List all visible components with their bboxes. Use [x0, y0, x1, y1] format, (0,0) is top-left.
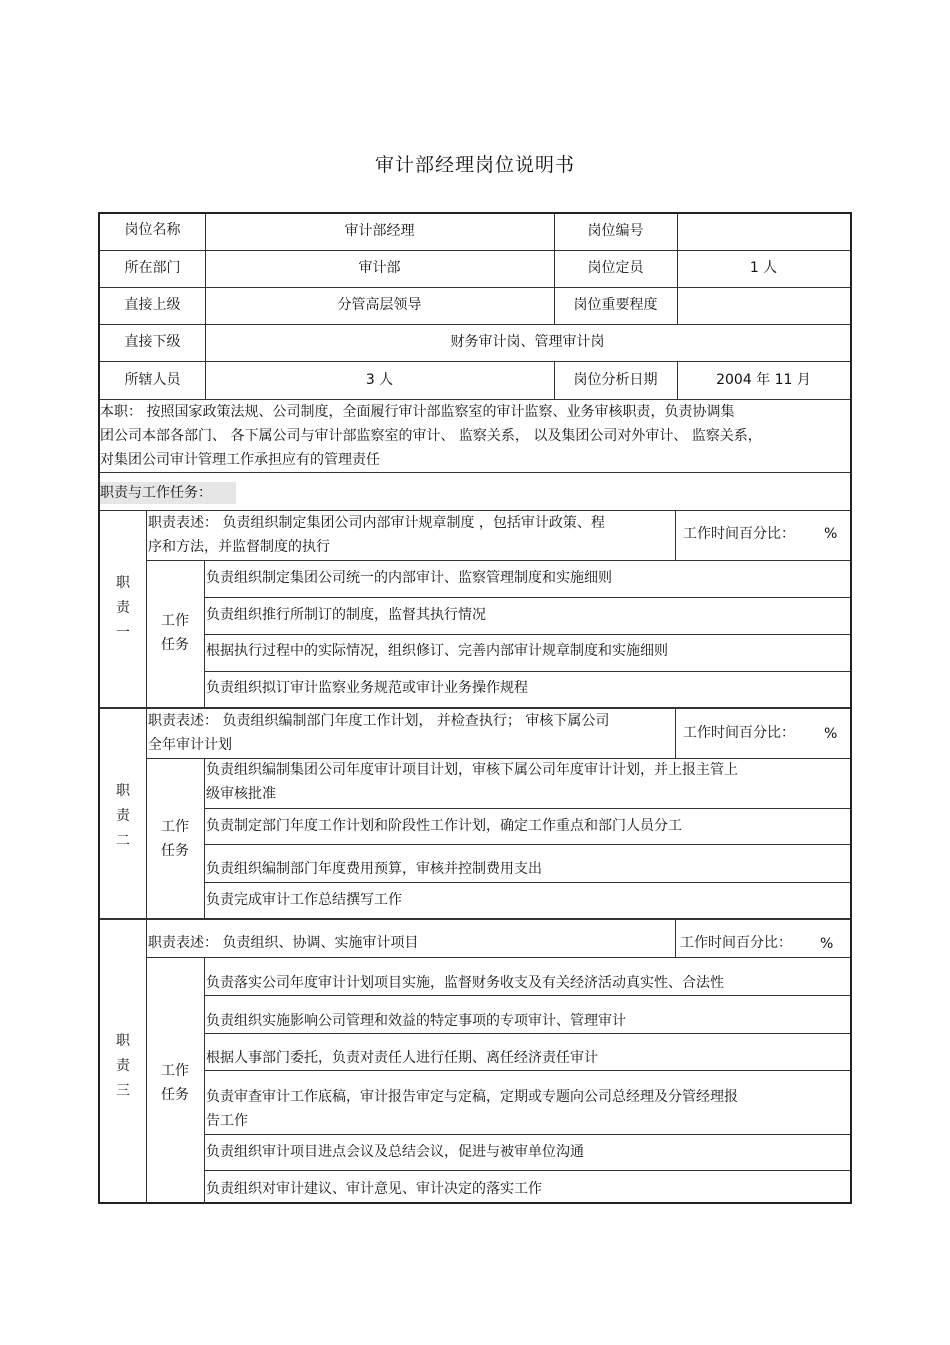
page-title: 审计部经理岗位说明书 — [374, 154, 575, 176]
row-divider — [100, 399, 850, 400]
col-divider — [675, 708, 676, 758]
duty-2-task-label: 工作 — [161, 819, 189, 835]
duty-summary-line: 团公司本部各部门、 各下属公司与审计部监察室的审计、 监察关系， 以及集团公司对外审计、 监察关系， — [100, 428, 762, 444]
staff-value: 3 人 — [365, 372, 394, 388]
dept-value: 审计部 — [358, 260, 401, 276]
job-description-table — [98, 212, 852, 1204]
duty-1-task: 负责组织推行所制订的制度，监督其执行情况 — [206, 607, 486, 623]
duty-3-task: 负责组织实施影响公司管理和效益的特定事项的专项审计、管理审计 — [206, 1013, 626, 1029]
position-name-label: 岗位名称 — [124, 222, 181, 238]
duty-1-pct-sign: % — [824, 526, 838, 542]
duty-1-description: 序和方法，并监督制度的执行 — [148, 539, 330, 555]
duty-3-task-label: 工作 — [161, 1063, 189, 1079]
col-divider — [146, 510, 147, 708]
duty-2-task-label: 任务 — [161, 843, 189, 859]
staff-label: 所辖人员 — [124, 372, 181, 388]
row-divider — [146, 957, 850, 958]
row-divider — [100, 324, 850, 325]
row-divider — [204, 1033, 850, 1034]
importance-label: 岗位重要程度 — [573, 297, 658, 313]
superior-label: 直接上级 — [124, 297, 181, 313]
duty-2-label: 职 — [116, 783, 130, 799]
duty-2-task: 负责制定部门年度工作计划和阶段性工作计划，确定工作重点和部门人员分工 — [206, 818, 682, 834]
analysis-date-label: 岗位分析日期 — [573, 372, 658, 388]
section-divider — [100, 707, 850, 709]
row-divider — [204, 882, 850, 883]
duty-3-label: 职 — [116, 1033, 130, 1049]
col-divider — [146, 708, 147, 919]
analysis-date-value: 2004 年 11 月 — [716, 372, 811, 388]
duty-3-pct-sign: % — [820, 936, 834, 952]
row-divider — [204, 1134, 850, 1135]
position-no-label: 岗位编号 — [587, 223, 644, 239]
headcount-value: 1 人 — [749, 260, 778, 276]
col-divider — [204, 758, 205, 919]
duty-1-task-label: 工作 — [161, 613, 189, 629]
duty-1-label: 一 — [116, 625, 130, 641]
headcount-label: 岗位定员 — [587, 260, 644, 276]
col-divider — [675, 919, 676, 957]
row-divider — [100, 250, 850, 251]
row-divider — [146, 560, 850, 561]
dept-label: 所在部门 — [124, 260, 181, 276]
duty-1-label: 责 — [116, 600, 130, 616]
row-divider — [204, 1070, 850, 1071]
duty-3-task: 根据人事部门委托，负责对责任人进行任期、离任经济责任审计 — [206, 1050, 598, 1066]
duty-1-description: 职责表述： 负责组织制定集团公司内部审计规章制度 ，包括审计政策、程 — [148, 515, 605, 531]
subordinate-value: 财务审计岗、管理审计岗 — [450, 334, 605, 350]
duty-1-task-label: 任务 — [161, 637, 189, 653]
superior-value: 分管高层领导 — [337, 297, 422, 313]
row-divider — [146, 758, 850, 759]
duty-3-description: 职责表述： 负责组织、协调、实施审计项目 — [148, 935, 419, 951]
duty-2-task: 负责完成审计工作总结撰写工作 — [206, 892, 402, 908]
duty-summary-line: 对集团公司审计管理工作承担应有的管理责任 — [100, 452, 380, 468]
duty-3-time-pct-label: 工作时间百分比： — [680, 935, 792, 951]
row-divider — [204, 844, 850, 845]
duty-3-label: 责 — [116, 1058, 130, 1074]
row-divider — [100, 472, 850, 473]
duty-summary-line: 本职： 按照国家政策法规、公司制度，全面履行审计部监察室的审计监察、业务审核职责，负责协调集 — [100, 404, 735, 420]
row-divider — [204, 597, 850, 598]
row-divider — [100, 287, 850, 288]
duty-2-label: 责 — [116, 808, 130, 824]
subordinate-label: 直接下级 — [124, 334, 181, 350]
duty-2-time-pct-label: 工作时间百分比： — [683, 725, 795, 741]
duty-3-task: 负责组织审计项目进点会议及总结会议，促进与被审单位沟通 — [206, 1144, 584, 1160]
duty-3-task: 告工作 — [206, 1113, 248, 1129]
duty-1-label: 职 — [116, 575, 130, 591]
duty-3-task: 负责审查审计工作底稿，审计报告审定与定稿，定期或专题向公司总经理及分管经理报 — [206, 1089, 738, 1105]
duty-1-task: 负责组织拟订审计监察业务规范或审计业务操作规程 — [206, 680, 528, 696]
duty-2-description: 全年审计计划 — [148, 737, 232, 753]
section-divider — [100, 918, 850, 920]
col-divider — [675, 510, 676, 560]
row-divider — [204, 995, 850, 996]
row-divider — [204, 808, 850, 809]
duty-3-label: 三 — [116, 1083, 130, 1099]
position-name-value: 审计部经理 — [344, 223, 415, 239]
duty-1-time-pct-label: 工作时间百分比： — [683, 526, 795, 542]
row-divider — [204, 1170, 850, 1171]
row-divider — [100, 361, 850, 362]
duty-3-task-label: 任务 — [161, 1087, 189, 1103]
row-divider — [100, 510, 850, 511]
duty-2-task: 级审核批准 — [206, 786, 276, 802]
row-divider — [204, 634, 850, 635]
duty-2-task: 负责组织编制集团公司年度审计项目计划，审核下属公司年度审计计划，并上报主管上 — [206, 762, 738, 778]
row-divider — [204, 671, 850, 672]
duty-2-description: 职责表述： 负责组织编制部门年度工作计划， 并检查执行； 审核下属公司 — [148, 713, 610, 729]
duty-3-task: 负责落实公司年度审计计划项目实施，监督财务收支及有关经济活动真实性、合法性 — [206, 975, 724, 991]
responsibilities-header: 职责与工作任务： — [100, 485, 212, 501]
duty-2-task: 负责组织编制部门年度费用预算，审核并控制费用支出 — [206, 861, 542, 877]
duty-1-task: 根据执行过程中的实际情况，组织修订、完善内部审计规章制度和实施细则 — [206, 643, 668, 659]
duty-3-task: 负责组织对审计建议、审计意见、审计决定的落实工作 — [206, 1181, 542, 1197]
duty-2-label: 二 — [116, 833, 130, 849]
duty-2-pct-sign: % — [824, 726, 838, 742]
duty-1-task: 负责组织制定集团公司统一的内部审计、监察管理制度和实施细则 — [206, 570, 612, 586]
